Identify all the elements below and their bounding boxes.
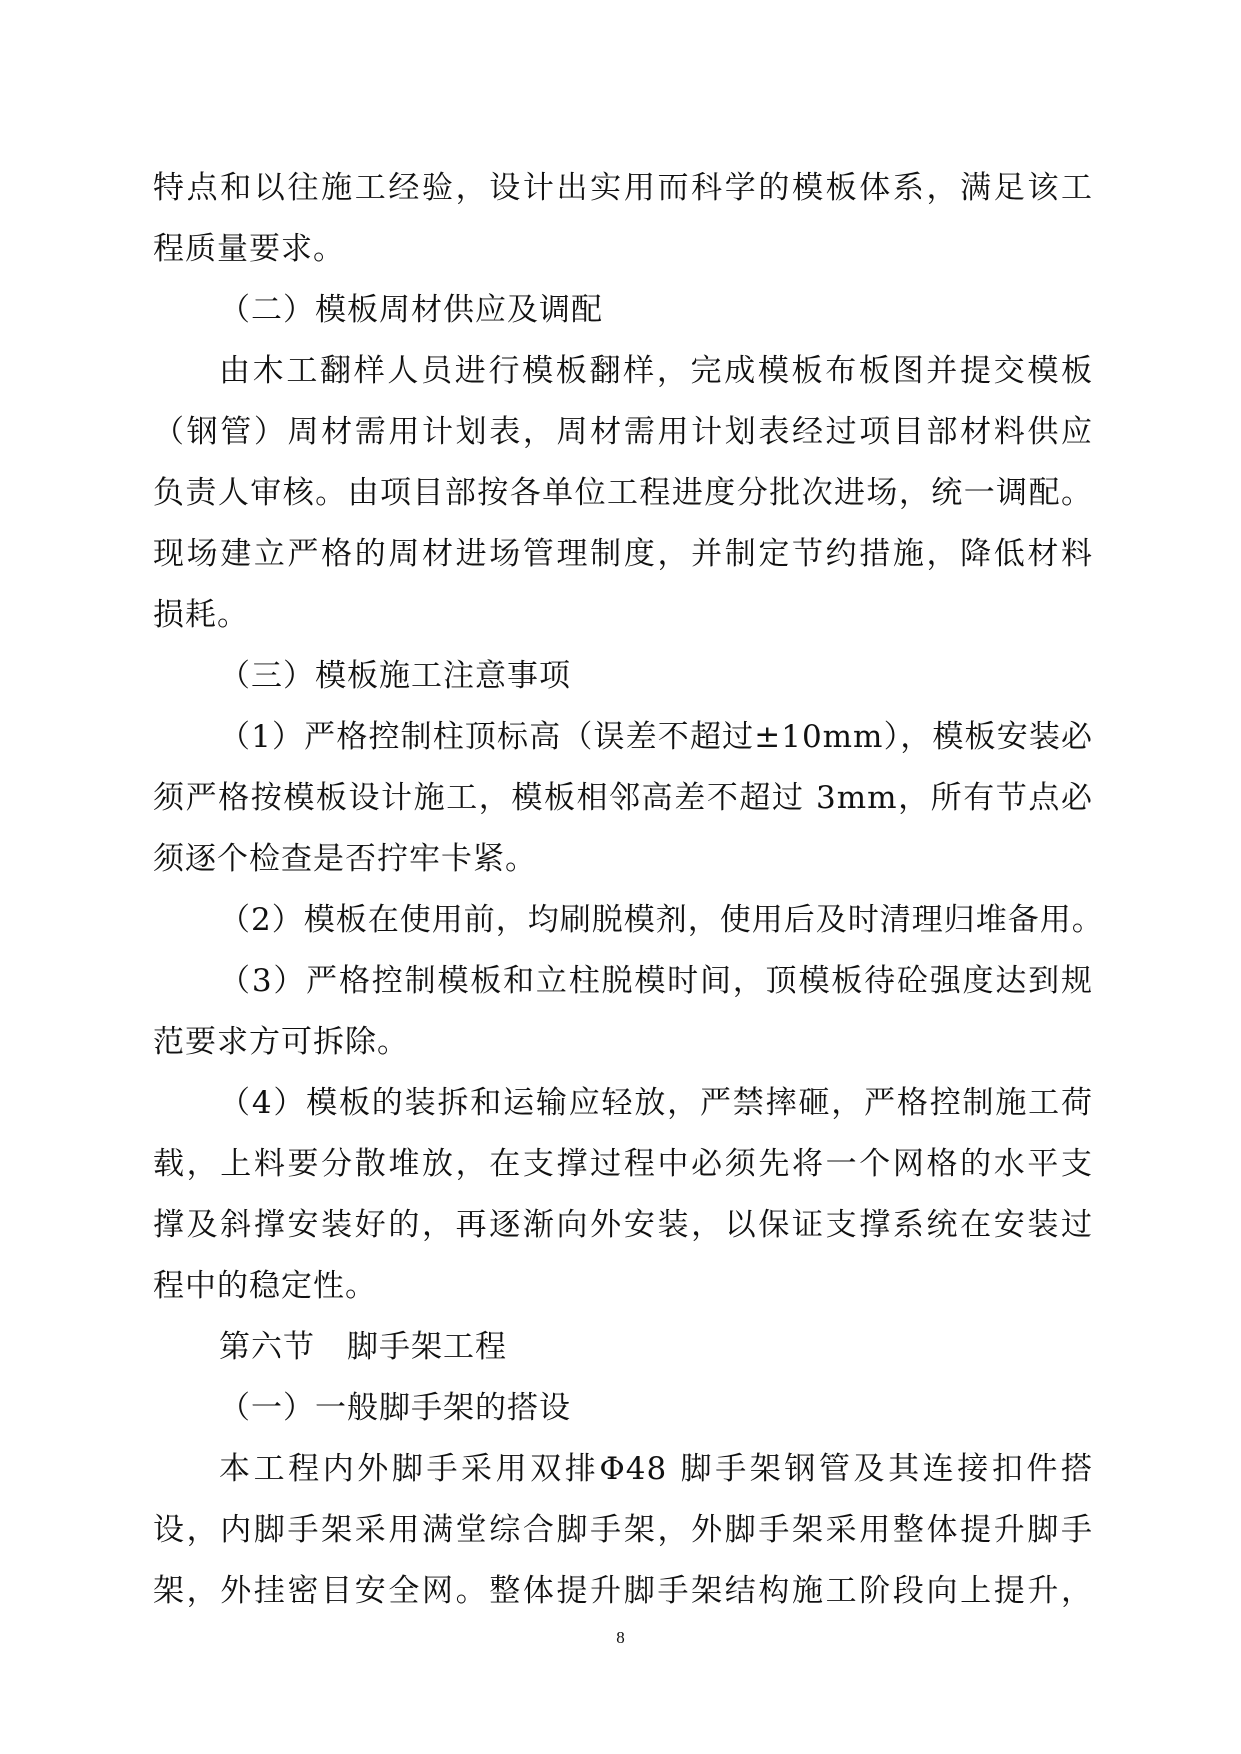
page-number: 8 <box>616 1628 625 1647</box>
text-line: 现场建立严格的周材进场管理制度，并制定节约措施，降低材料 <box>153 536 1093 572</box>
text-line: 由木工翻样人员进行模板翻样，完成模板布板图并提交模板 <box>219 353 1093 389</box>
text-line: 本工程内外脚手采用双排Φ48 脚手架钢管及其连接扣件搭 <box>219 1451 1093 1487</box>
text-line: 负责人审核。由项目部按各单位工程进度分批次进场，统一调配。 <box>153 475 1093 511</box>
text-line: （1）严格控制柱顶标高（误差不超过±10mm），模板安装必 <box>219 719 1093 755</box>
text-line: （4）模板的装拆和运输应轻放，严禁摔砸，严格控制施工荷 <box>219 1085 1093 1121</box>
section-heading: （一）一般脚手架的搭设 <box>219 1390 571 1426</box>
text-line: 须逐个检查是否拧牢卡紧。 <box>153 841 537 877</box>
text-line: 须严格按模板设计施工，模板相邻高差不超过 3mm，所有节点必 <box>153 780 1093 816</box>
chapter-heading: 第六节 脚手架工程 <box>219 1329 507 1365</box>
text-line: 特点和以往施工经验，设计出实用而科学的模板体系，满足该工 <box>153 170 1093 206</box>
text-line: 范要求方可拆除。 <box>153 1024 409 1060</box>
text-line: 程中的稳定性。 <box>153 1268 377 1304</box>
text-line: 程质量要求。 <box>153 231 345 267</box>
text-line: 设，内脚手架采用满堂综合脚手架，外脚手架采用整体提升脚手 <box>153 1512 1093 1548</box>
body-text <box>153 158 1104 1622</box>
text-line: （钢管）周材需用计划表，周材需用计划表经过项目部材料供应 <box>153 414 1093 450</box>
text-line: （2）模板在使用前，均刷脱模剂，使用后及时清理归堆备用。 <box>219 902 1104 938</box>
text-line: 架，外挂密目安全网。整体提升脚手架结构施工阶段向上提升， <box>153 1573 1093 1609</box>
text-line: （3）严格控制模板和立柱脱模时间，顶模板待砼强度达到规 <box>219 963 1093 999</box>
section-heading: （二）模板周材供应及调配 <box>219 292 603 328</box>
text-line: 载，上料要分散堆放，在支撑过程中必须先将一个网格的水平支 <box>153 1146 1093 1182</box>
section-heading: （三）模板施工注意事项 <box>219 658 571 694</box>
text-line: 撑及斜撑安装好的，再逐渐向外安装，以保证支撑系统在安装过 <box>153 1207 1093 1243</box>
text-line: 损耗。 <box>153 597 249 633</box>
